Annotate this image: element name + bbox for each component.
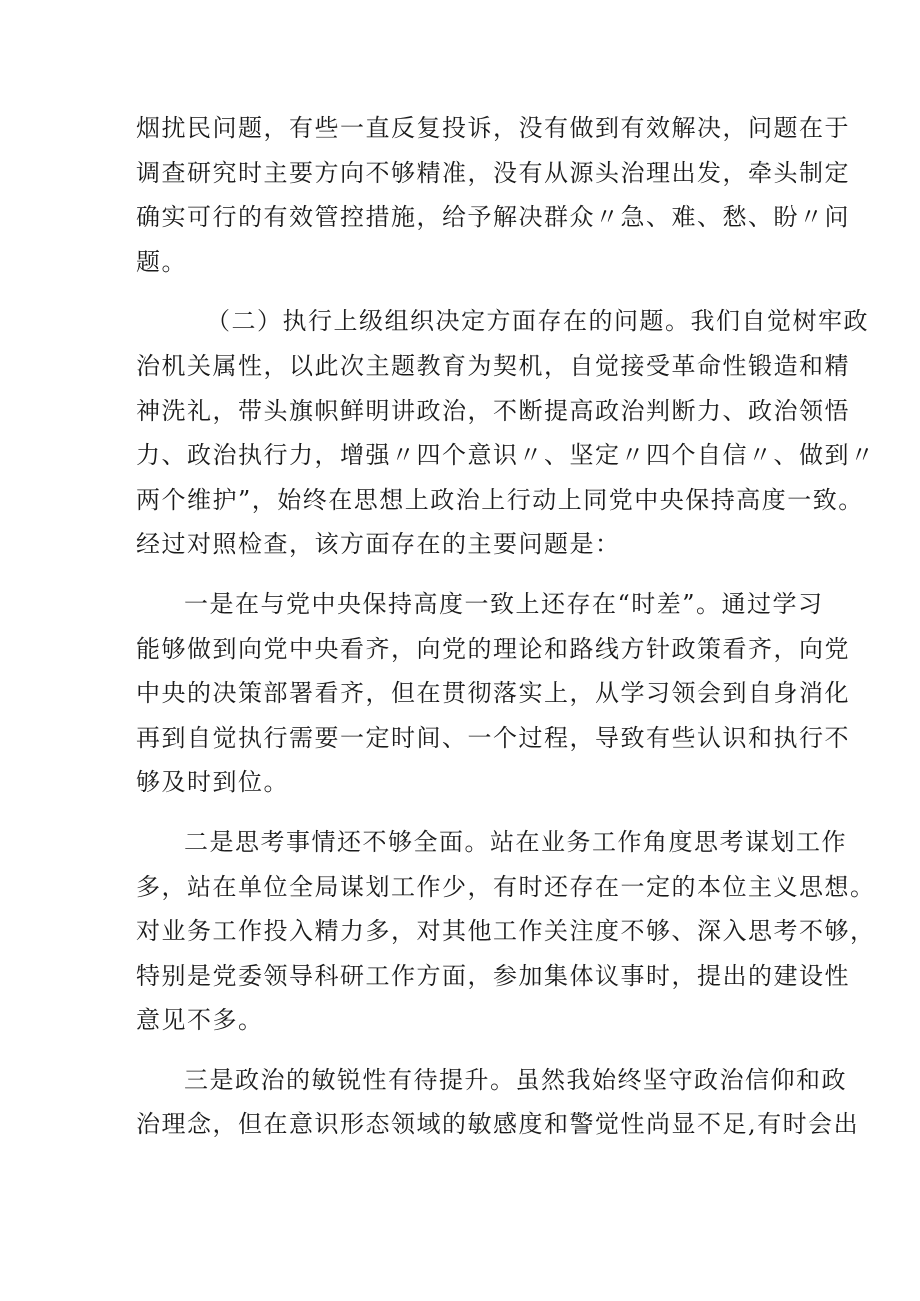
text-line: 对业务工作投入精力多，对其他工作关注度不够、深入思考不够， (136, 917, 876, 946)
text-line: 调查研究时主要方向不够精准，没有从源头治理出发，牵头制定 (136, 158, 850, 187)
text-line: 烟扰民问题，有些一直反复投诉，没有做到有效解决，问题在于 (136, 114, 850, 142)
text-line: 经过对照检查，该方面存在的主要问题是： (136, 530, 621, 559)
text-line: （二）执行上级组织决定方面存在的问题。我们自觉树牢政 (206, 307, 869, 336)
text-line: 能够做到向党中央看齐，向党的理论和路线方针政策看齐，向党 (136, 634, 850, 663)
paragraph-point-three (136, 1058, 860, 1147)
paragraph-point-one (136, 582, 850, 805)
text-line: 再到自觉执行需要一定时间、一个过程，导致有些认识和执行不 (136, 723, 850, 752)
text-line: 三是政治的敏锐性有待提升。虽然我始终坚守政治信仰和政 (184, 1065, 847, 1094)
text-line: 题。 (136, 247, 187, 276)
text-line: 力、政治执行力，增强〃四个意识〃、坚定〃四个自信〃、做到〃 (136, 441, 876, 470)
text-line: 意见不多。 (136, 1006, 264, 1035)
text-line: 神洗礼，带头旗帜鲜明讲政治，不断提高政治判断力、政治领悟 (136, 396, 850, 425)
text-line: 一是在与党中央保持高度一致上还存在“时差”。通过学习 (184, 589, 824, 618)
document-body (136, 106, 876, 1147)
section-heading-paragraph (136, 299, 876, 567)
text-line: 特别是党委领导科研工作方面，参加集体议事时，提出的建设性 (136, 961, 850, 990)
text-line: 确实可行的有效管控措施，给予解决群众〃急、难、愁、盼〃问 (136, 203, 850, 232)
paragraph-continuation (136, 106, 850, 284)
text-line: 够及时到位。 (136, 768, 289, 797)
text-line: 二是思考事情还不够全面。站在业务工作角度思考谋划工作 (184, 827, 847, 856)
text-line: 治机关属性，以此次主题教育为契机，自觉接受革命性锻造和精 (136, 351, 850, 380)
text-line: 治理念，但在意识形态领域的敏感度和警觉性尚显不足,有时会出 (136, 1110, 860, 1139)
text-line: 中央的决策部署看齐，但在贯彻落实上，从学习领会到自身消化 (136, 679, 850, 708)
paragraph-point-two (136, 820, 876, 1043)
text-line: 两个维护”，始终在思想上政治上行动上同党中央保持高度一致。 (136, 485, 864, 514)
text-line: 多，站在单位全局谋划工作少，有时还存在一定的本位主义思想。 (136, 872, 876, 901)
